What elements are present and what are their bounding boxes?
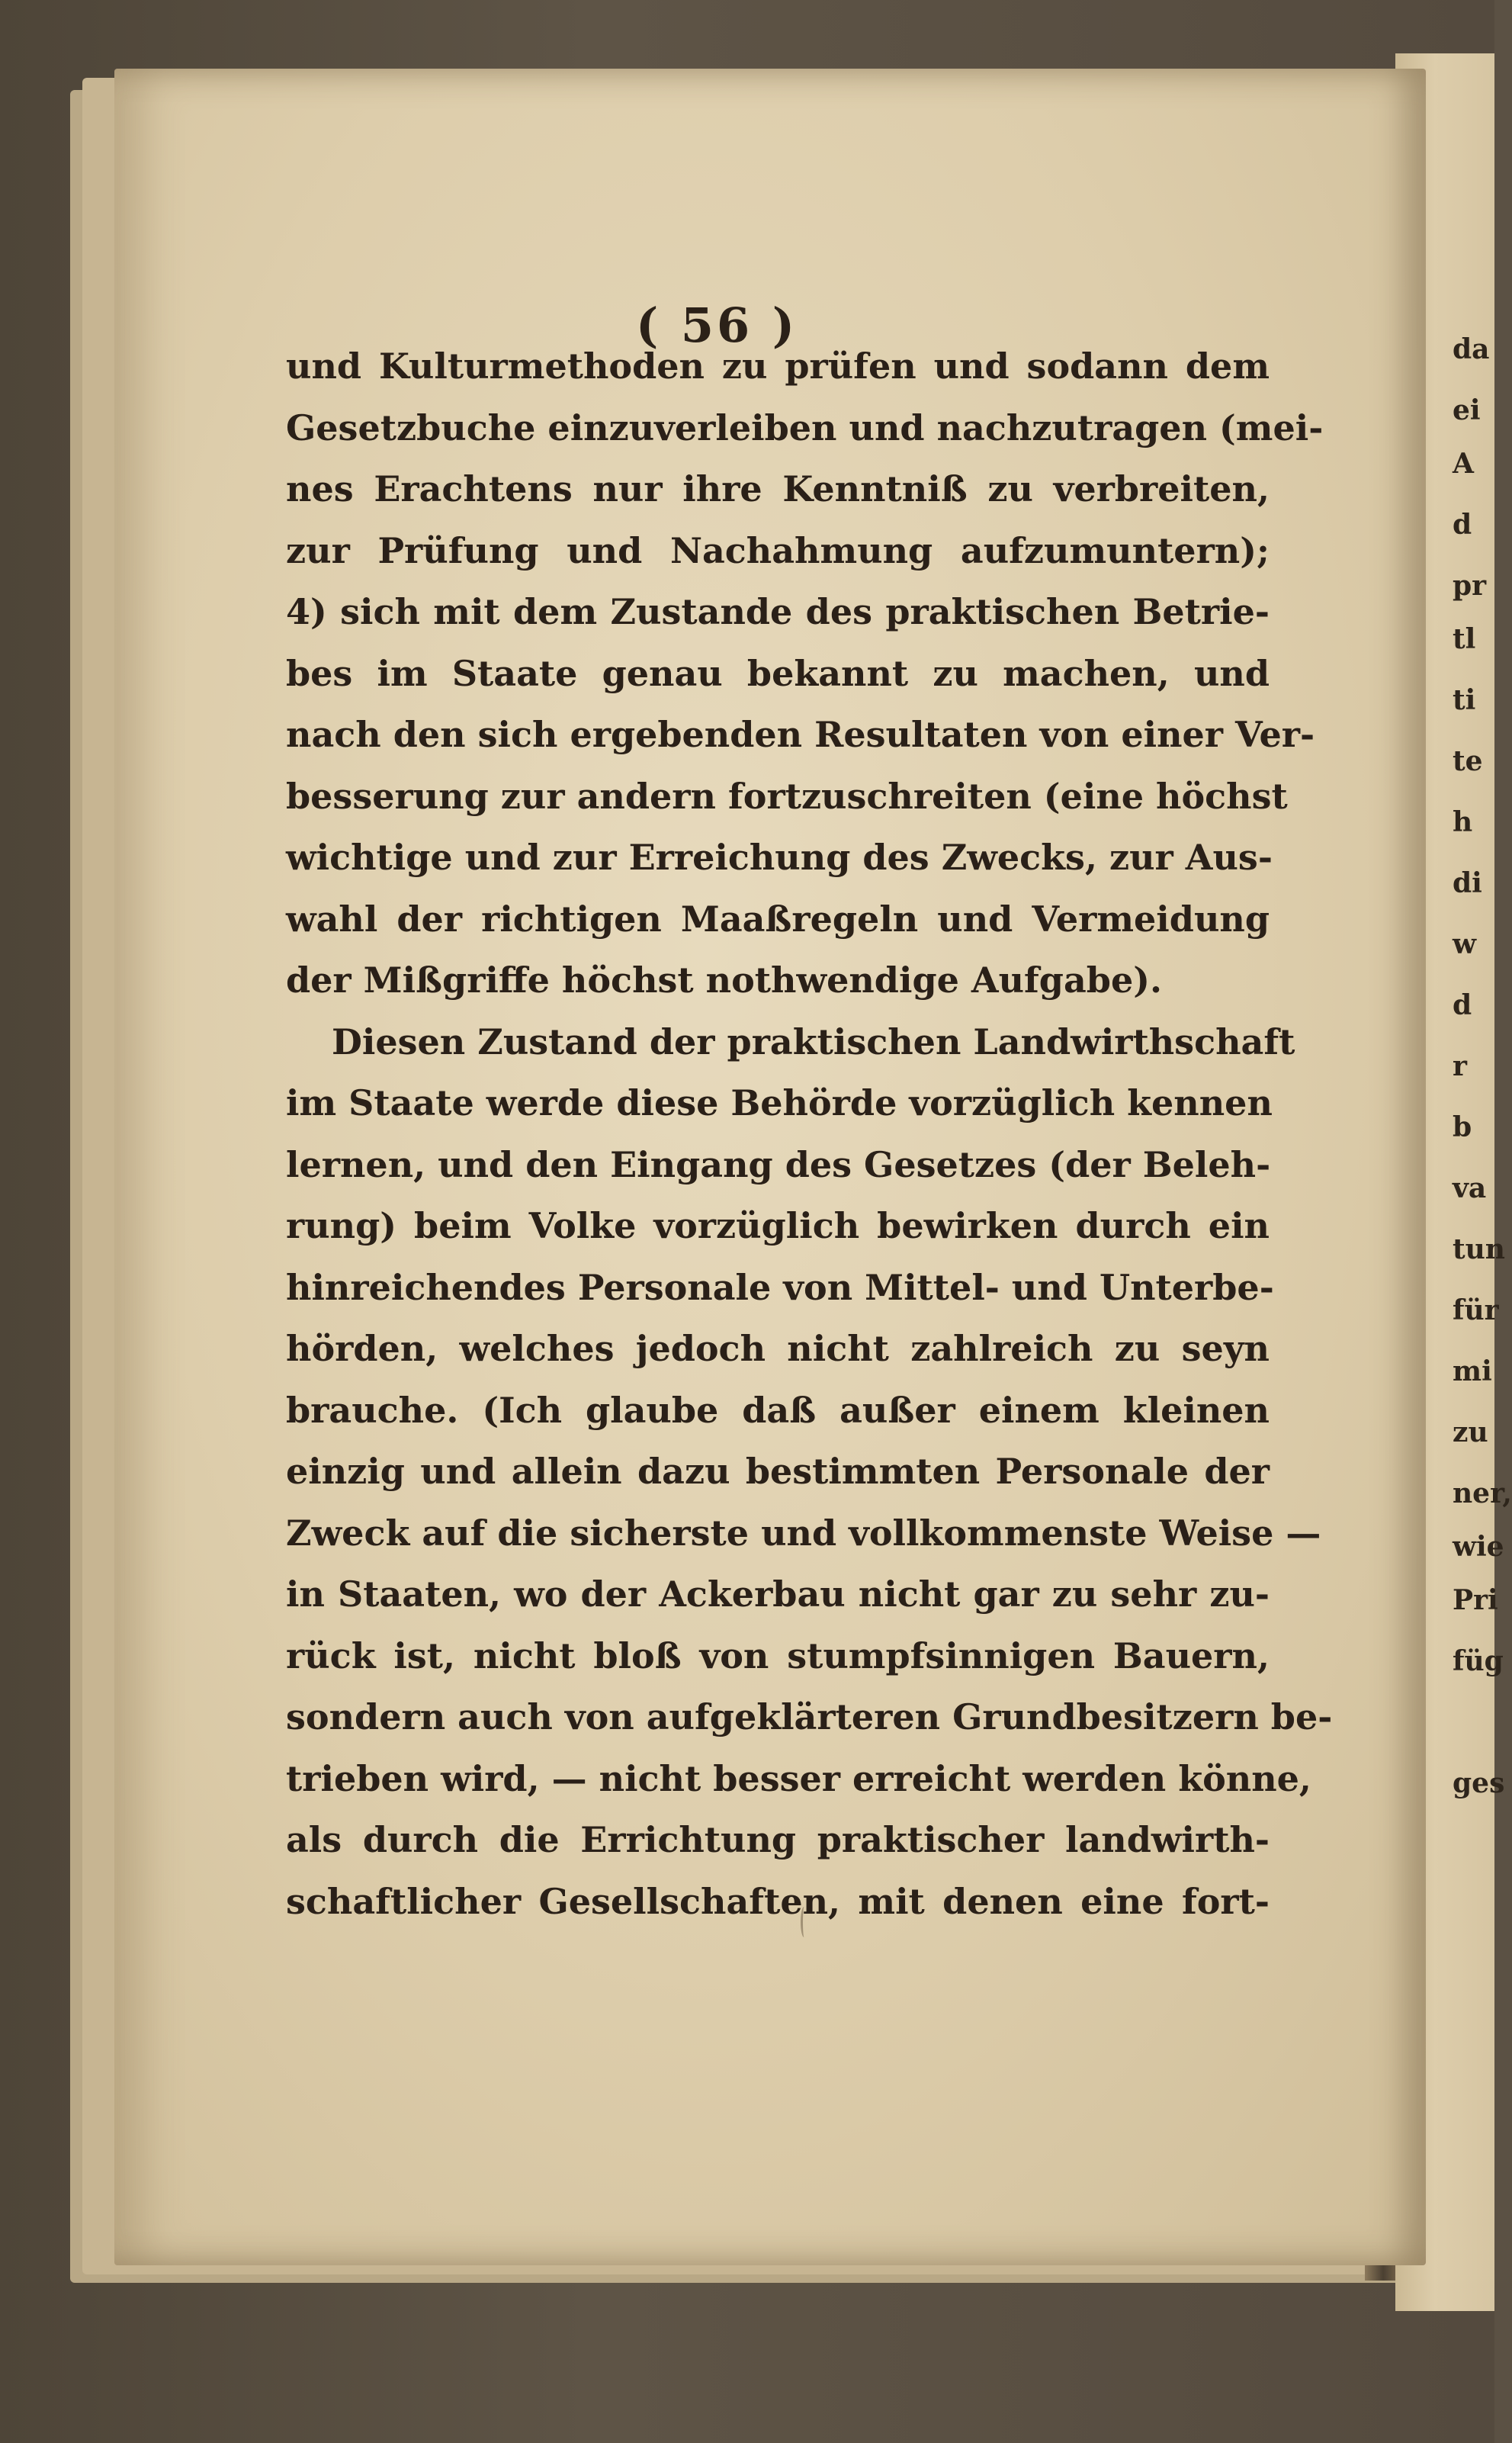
text-line: 4) sich mit dem Zustande des praktischen Betrie- <box>286 591 1270 632</box>
facing-text-fragment: ti <box>1453 684 1476 716</box>
facing-text-fragment: wie <box>1453 1531 1504 1563</box>
text-line: zur Prüfung und Nachahmung aufzumuntern); <box>286 529 1270 571</box>
text-line: nach den sich ergebenden Resultaten von einer Ver- <box>286 714 1315 755</box>
facing-text-fragment: te <box>1453 745 1483 777</box>
text-line: im Staate werde diese Behörde vorzüglich kennen <box>286 1082 1273 1123</box>
text-line: hörden, welches jedoch nicht zahlreich zu seyn <box>286 1328 1270 1369</box>
text-line: brauche. (Ich glaube daß außer einem kleinen <box>286 1389 1270 1431</box>
text-line: nes Erachtens nur ihre Kenntniß zu verbreiten, <box>286 468 1270 509</box>
text-line: bes im Staate genau bekannt zu machen, und <box>286 652 1270 694</box>
facing-text-fragment: tl <box>1453 623 1476 655</box>
text-line: rück ist, nicht bloß von stumpfsinnigen Bauern, <box>286 1635 1270 1676</box>
text-line: in Staaten, wo der Ackerbau nicht gar zu sehr zu- <box>286 1573 1270 1615</box>
text-line: wahl der richtigen Maaßregeln und Vermeidung <box>286 898 1270 940</box>
text-line: schaftlicher Gesellschaften, mit denen eine fort- <box>286 1880 1270 1922</box>
text-line: Gesetzbuche einzuverleiben und nachzutragen (mei- <box>286 407 1324 448</box>
text-line: hinreichendes Personale von Mittel- und Unterbe- <box>286 1266 1274 1308</box>
body-text <box>286 336 1333 1932</box>
text-line: einzig und allein dazu bestimmten Personale der <box>286 1451 1270 1492</box>
text-line: wichtige und zur Erreichung des Zwecks, zur Aus- <box>286 837 1273 878</box>
facing-text-fragment: zu <box>1453 1416 1488 1448</box>
paper-mark <box>801 1907 807 1937</box>
facing-text-fragment: da <box>1453 333 1490 365</box>
text-line: Zweck auf die sicherste und vollkommenste Weise — <box>286 1512 1321 1554</box>
text-line: lernen, und den Eingang des Gesetzes (der Beleh- <box>286 1143 1271 1185</box>
facing-text-fragment: di <box>1453 867 1482 899</box>
facing-text-fragment: d <box>1453 989 1472 1021</box>
facing-text-fragment: ei <box>1453 394 1481 426</box>
facing-text-fragment: ner, <box>1453 1477 1512 1509</box>
facing-text-fragment: für <box>1453 1294 1499 1326</box>
text-line: rung) beim Volke vorzüglich bewirken durch ein <box>286 1205 1270 1246</box>
facing-text-fragment: w <box>1453 928 1476 960</box>
facing-text-fragment: h <box>1453 806 1473 838</box>
facing-text-fragment: tun <box>1453 1233 1505 1265</box>
facing-text-fragment: r <box>1453 1050 1467 1082</box>
facing-text-fragment: füg <box>1453 1645 1504 1677</box>
text-line: besserung zur andern fortzuschreiten (eine höchst <box>286 775 1288 817</box>
facing-text-fragment: ges <box>1453 1767 1505 1799</box>
facing-text-fragment: b <box>1453 1111 1472 1143</box>
page-number: ( 56 ) <box>635 297 798 353</box>
text-line: Diesen Zustand der praktischen Landwirthschaft <box>332 1021 1295 1062</box>
text-line: der Mißgriffe höchst nothwendige Aufgabe). <box>286 960 1162 1001</box>
facing-text-fragment: A <box>1453 448 1474 480</box>
facing-text-fragment: pr <box>1453 570 1487 602</box>
text-line: als durch die Errichtung praktischer landwirth- <box>286 1819 1270 1860</box>
text-line: trieben wird, — nicht besser erreicht werden könne, <box>286 1757 1311 1799</box>
facing-text-fragment: va <box>1453 1172 1487 1204</box>
facing-text-fragment: mi <box>1453 1355 1492 1387</box>
facing-text-fragment: d <box>1453 509 1472 541</box>
facing-text-fragment: Pri <box>1453 1584 1498 1616</box>
text-line: sondern auch von aufgeklärteren Grundbesitzern be- <box>286 1696 1333 1737</box>
text-line: und Kulturmethoden zu prüfen und sodann dem <box>286 346 1270 387</box>
